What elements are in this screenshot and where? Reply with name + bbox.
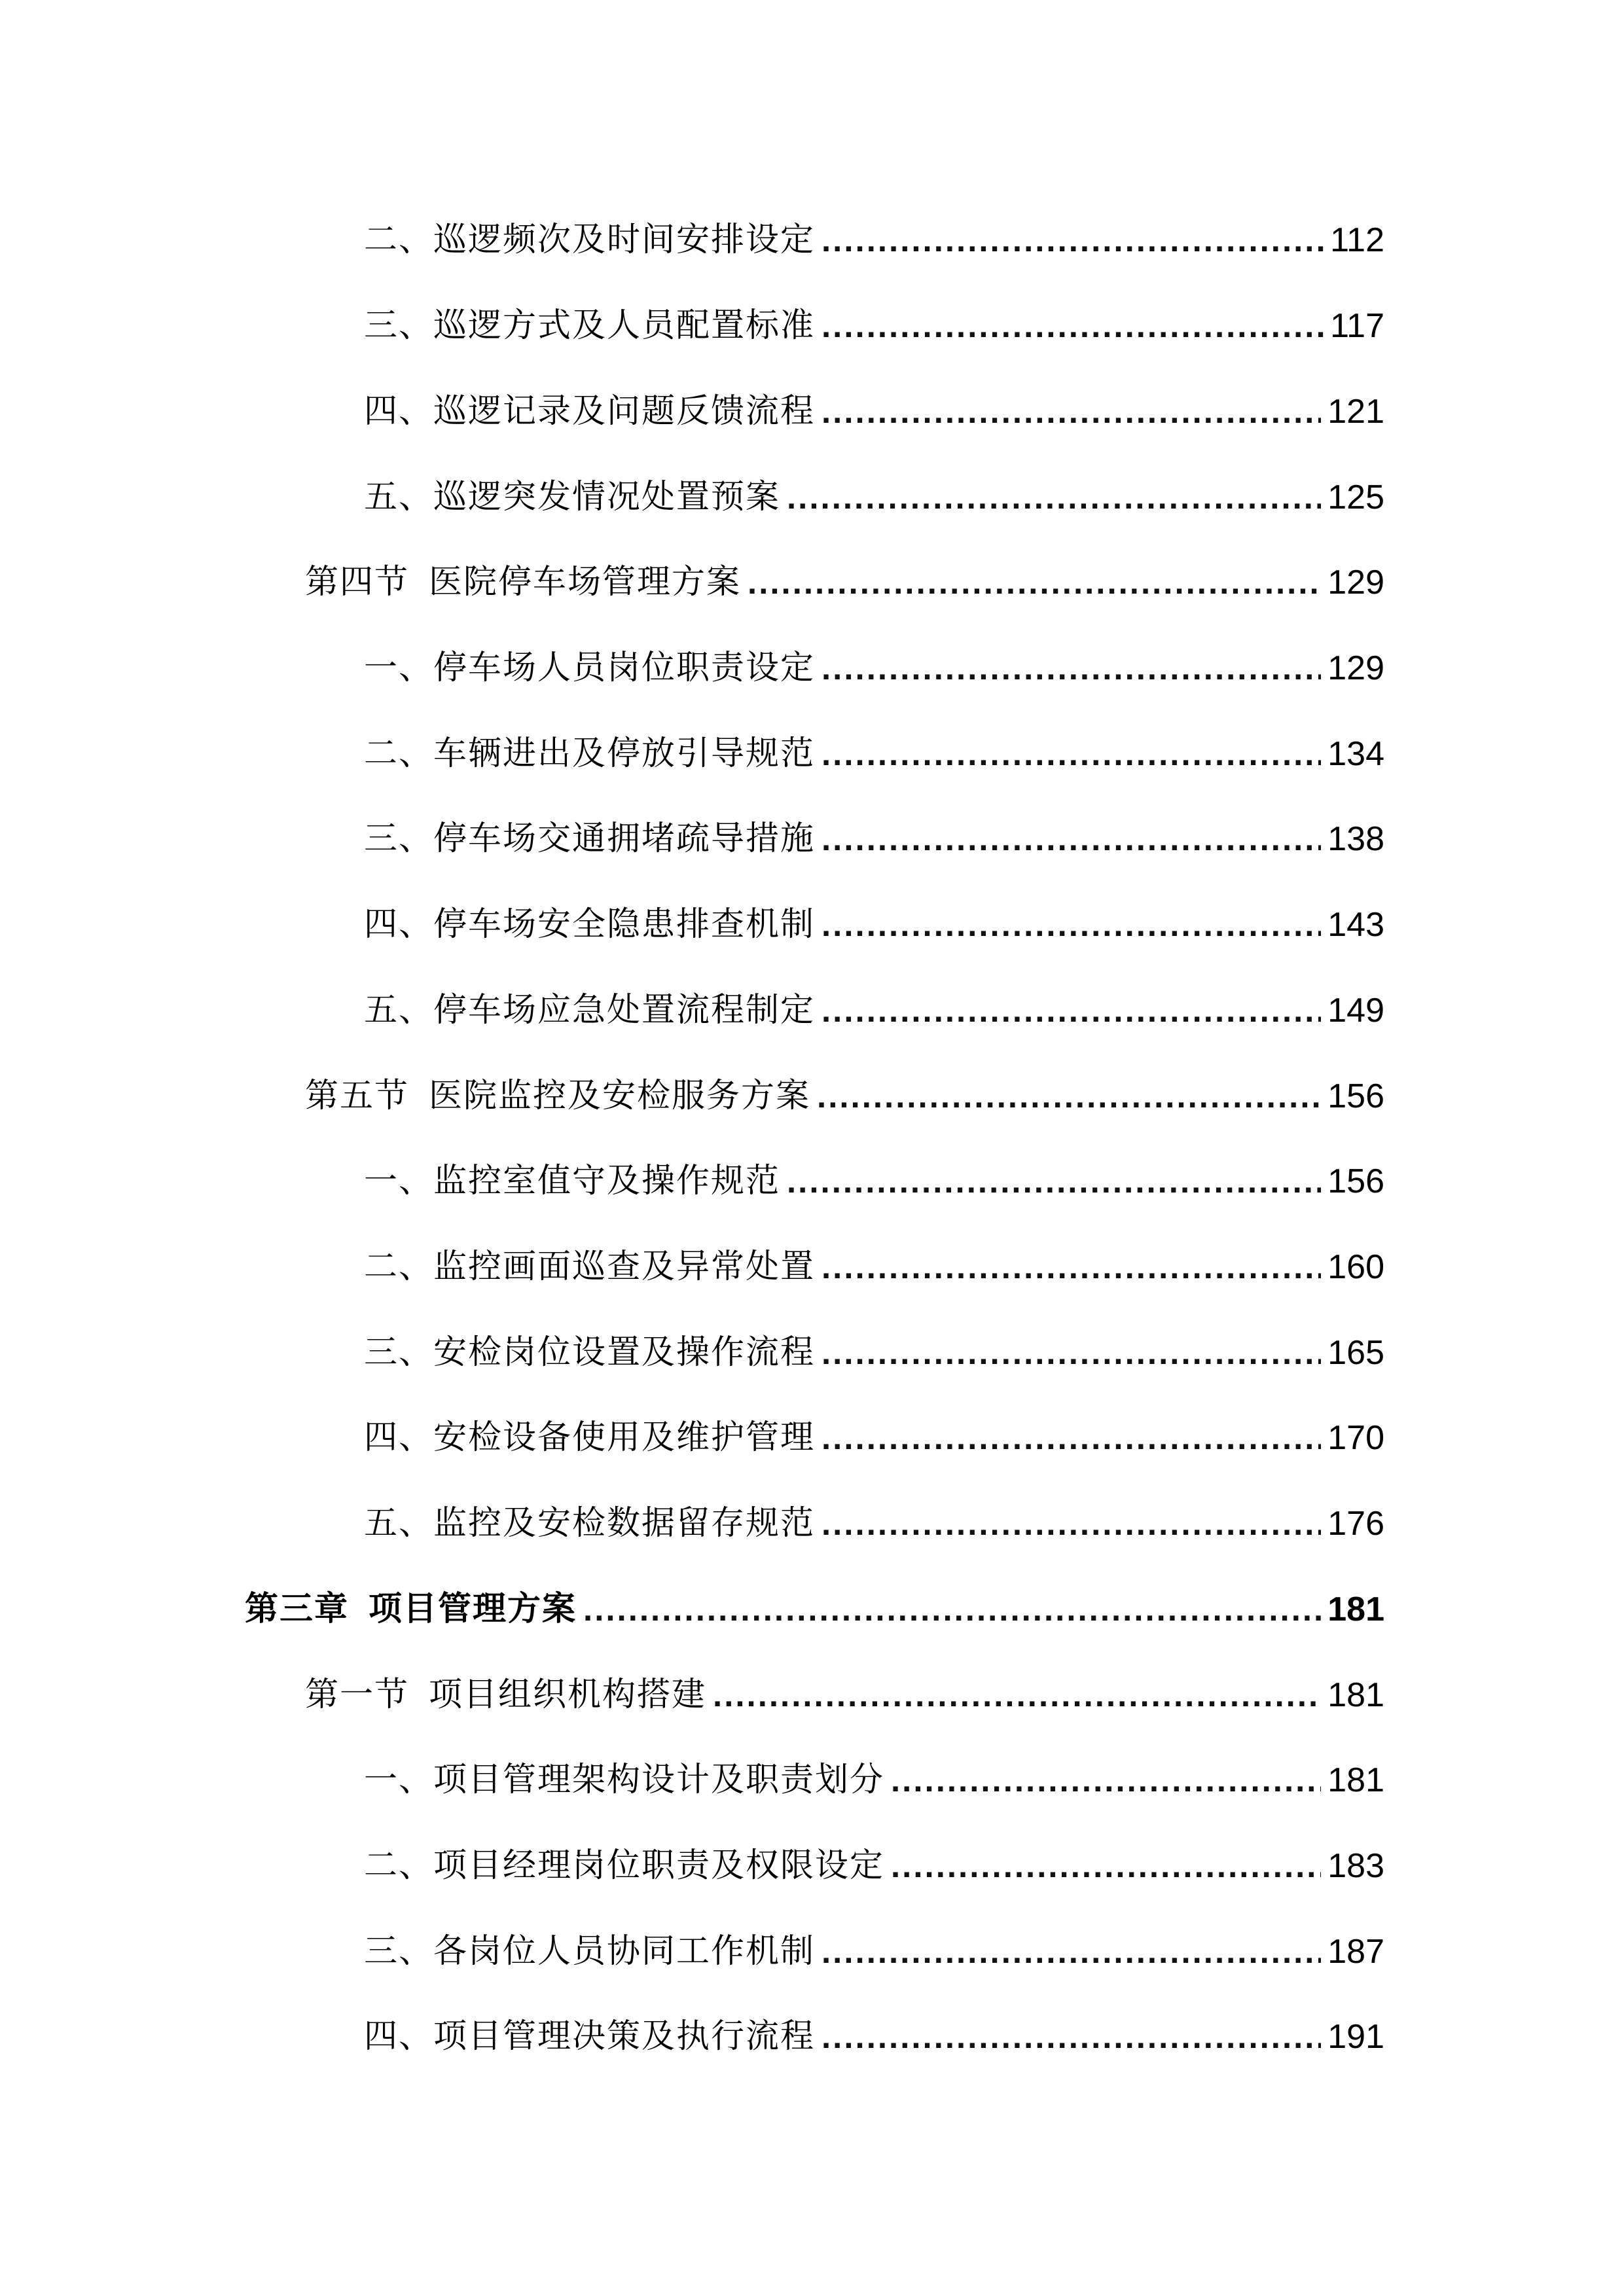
toc-entry-title xyxy=(305,1067,810,1126)
toc-page-number: 181 xyxy=(1327,1761,1384,1799)
toc-page-number: 125 xyxy=(1327,478,1384,516)
toc-page-number: 134 xyxy=(1327,735,1384,773)
toc-entry-title: 二、项目经理岗位职责及权限设定 xyxy=(364,1846,885,1885)
toc-dot-leader xyxy=(787,1152,1321,1211)
toc-entry[interactable] xyxy=(364,2007,1384,2066)
toc-entry-section[interactable] xyxy=(305,553,1384,612)
toc-dot-leader xyxy=(821,2007,1321,2066)
toc-entry[interactable] xyxy=(364,1323,1384,1382)
toc-page-number: 165 xyxy=(1327,1334,1384,1372)
toc-page-number: 187 xyxy=(1327,1933,1384,1971)
toc-chapter-title: 项目管理方案 xyxy=(369,1590,577,1628)
toc-entry-title: 一、停车场人员岗位职责设定 xyxy=(364,649,816,687)
toc-page-number: 181 xyxy=(1327,1590,1384,1628)
toc-page-number: 156 xyxy=(1327,1077,1384,1115)
toc-entry[interactable] xyxy=(364,211,1384,270)
toc-entry[interactable] xyxy=(364,382,1384,441)
toc-entry-section[interactable] xyxy=(305,1067,1384,1126)
toc-entry[interactable] xyxy=(364,1837,1384,1895)
toc-dot-leader xyxy=(821,211,1324,270)
toc-dot-leader xyxy=(821,981,1321,1040)
toc-entry-title: 五、停车场应急处置流程制定 xyxy=(364,991,816,1030)
toc-dot-leader xyxy=(891,1837,1321,1895)
toc-entry[interactable] xyxy=(364,296,1384,355)
toc-entry[interactable] xyxy=(364,1238,1384,1297)
toc-entry-title xyxy=(305,1666,706,1725)
toc-entry-title: 四、安检设备使用及维护管理 xyxy=(364,1418,816,1457)
toc-dot-leader xyxy=(821,382,1321,441)
toc-entry[interactable] xyxy=(364,895,1384,954)
toc-page-number: 149 xyxy=(1327,992,1384,1030)
toc-dot-leader xyxy=(821,1922,1321,1981)
toc-dot-leader xyxy=(713,1666,1321,1725)
toc-chapter-number: 第三章 xyxy=(245,1590,350,1628)
toc-page-number: 138 xyxy=(1327,820,1384,858)
toc-section-number: 第四节 xyxy=(305,563,410,601)
toc-section-title: 项目组织机构搭建 xyxy=(429,1676,707,1714)
toc-entry-title: 四、巡逻记录及问题反馈流程 xyxy=(364,392,816,431)
toc-entry-title: 五、巡逻突发情况处置预案 xyxy=(364,478,781,516)
toc-entry-title xyxy=(245,1580,577,1639)
toc-entry[interactable] xyxy=(364,725,1384,783)
toc-dot-leader xyxy=(821,1238,1321,1297)
toc-section-number: 第一节 xyxy=(305,1676,410,1714)
toc-dot-leader xyxy=(821,725,1321,783)
toc-dot-leader xyxy=(583,1580,1321,1639)
toc-page-number: 176 xyxy=(1327,1505,1384,1543)
toc-entry-title: 三、停车场交通拥堵疏导措施 xyxy=(364,819,816,858)
toc-page-number: 183 xyxy=(1327,1847,1384,1885)
toc-entry-title: 四、停车场安全隐患排查机制 xyxy=(364,905,816,944)
toc-dot-leader xyxy=(821,810,1321,869)
toc-section-title: 医院监控及安检服务方案 xyxy=(429,1077,811,1115)
toc-dot-leader xyxy=(821,1494,1321,1553)
toc-page-number: 160 xyxy=(1327,1248,1384,1286)
toc-dot-leader xyxy=(821,895,1321,954)
toc-entry-title: 二、车辆进出及停放引导规范 xyxy=(364,734,816,773)
toc-page-number: 181 xyxy=(1327,1676,1384,1714)
toc-entry[interactable] xyxy=(364,1152,1384,1211)
toc-entry[interactable] xyxy=(364,981,1384,1040)
toc-entry[interactable] xyxy=(364,1408,1384,1467)
toc-entry-chapter[interactable] xyxy=(245,1580,1384,1639)
toc-entry[interactable] xyxy=(364,1922,1384,1981)
toc-entry-title: 二、巡逻频次及时间安排设定 xyxy=(364,221,816,259)
toc-dot-leader xyxy=(821,296,1324,355)
toc-entry[interactable] xyxy=(364,639,1384,698)
toc-entry-title: 一、监控室值守及操作规范 xyxy=(364,1162,781,1200)
toc-entry[interactable] xyxy=(364,468,1384,527)
toc-page-number: 112 xyxy=(1330,221,1384,259)
toc-entry-title: 一、项目管理架构设计及职责划分 xyxy=(364,1761,885,1799)
toc-section-title: 医院停车场管理方案 xyxy=(429,563,742,601)
toc-entry-title: 三、各岗位人员协同工作机制 xyxy=(364,1932,816,1971)
toc-page-number: 121 xyxy=(1327,393,1384,431)
toc-section-number: 第五节 xyxy=(305,1077,410,1115)
toc-page-number: 117 xyxy=(1330,307,1384,345)
toc-page-number: 143 xyxy=(1327,906,1384,944)
toc-dot-leader xyxy=(748,553,1321,612)
toc-dot-leader xyxy=(821,1323,1321,1382)
toc-entry-title: 四、项目管理决策及执行流程 xyxy=(364,2017,816,2056)
toc-entry-title: 三、安检岗位设置及操作流程 xyxy=(364,1333,816,1372)
toc-page-number: 129 xyxy=(1327,649,1384,687)
toc-entry[interactable] xyxy=(364,810,1384,869)
toc-entry-title: 二、监控画面巡查及异常处置 xyxy=(364,1247,816,1286)
toc-dot-leader xyxy=(817,1067,1321,1126)
toc-page-number: 191 xyxy=(1327,2018,1384,2056)
toc-entry[interactable] xyxy=(364,1751,1384,1810)
toc-entry-title: 三、巡逻方式及人员配置标准 xyxy=(364,306,816,345)
toc-dot-leader xyxy=(787,468,1321,527)
toc-page-number: 156 xyxy=(1327,1162,1384,1200)
toc-entry-title: 五、监控及安检数据留存规范 xyxy=(364,1504,816,1543)
toc-dot-leader xyxy=(821,639,1321,698)
toc-entry-section[interactable] xyxy=(305,1666,1384,1725)
toc-entry[interactable] xyxy=(364,1494,1384,1553)
toc-page-number: 129 xyxy=(1327,564,1384,601)
toc-page-number: 170 xyxy=(1327,1419,1384,1457)
toc-dot-leader xyxy=(821,1408,1321,1467)
toc-entry-title xyxy=(305,553,741,612)
toc-dot-leader xyxy=(891,1751,1321,1810)
